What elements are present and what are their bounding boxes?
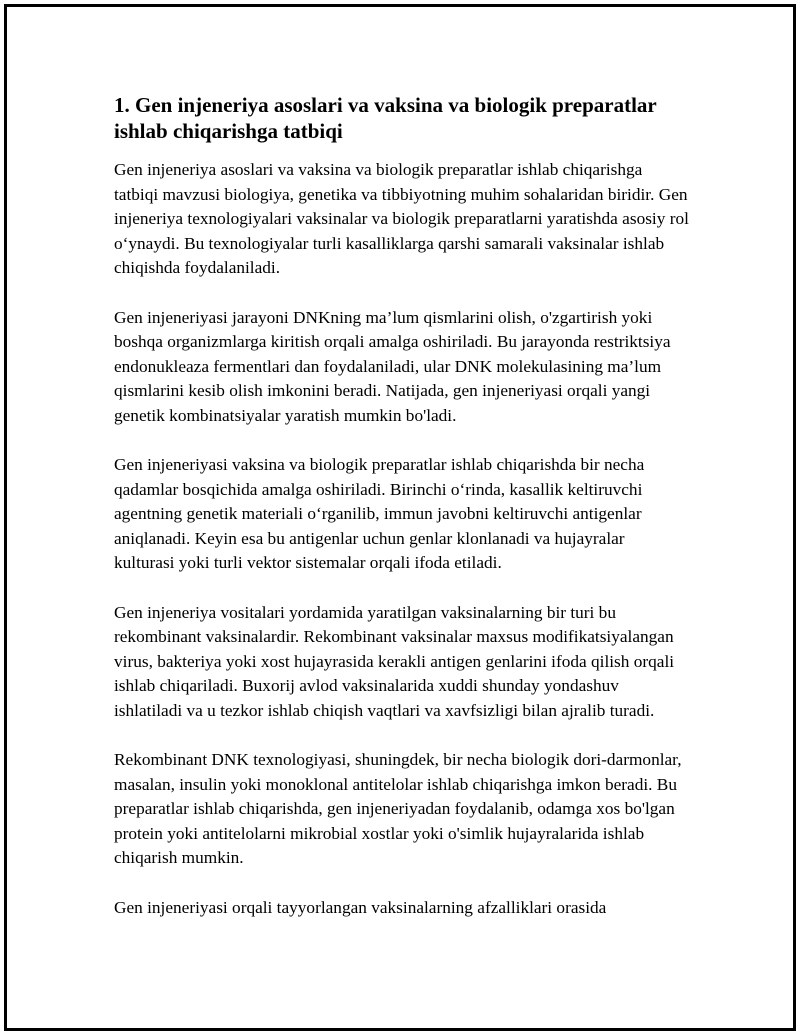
paragraph-recombinant-dna: Rekombinant DNK texnologiyasi, shuningdek, bir necha biologik dori-darmonlar, masalan, insulin yoki monoklonal antitelolar ishlab chiqarishga imkon beradi. Bu preparatlar ishlab chiqarishda, gen injeneriyadan foydalanib, odamga xos bo'lgan protein yoki antitelolarni mikrobial xostlar yoki o'simlik hujayralarida ishlab chiqarish mumkin.: [114, 750, 682, 867]
section-heading: 1. Gen injeneriya asoslari va vaksina va biologik preparatlar ishlab chiqarishga tatbiqi: [114, 93, 657, 143]
paragraph-intro: Gen injeneriya asoslari va vaksina va biologik preparatlar ishlab chiqarishga tatbiqi mavzusi biologiya, genetika va tibbiyotning muhim sohalaridan biridir. Gen injeneriya texnologiyalari vaksinalar va biologik preparatlarni yaratishda asosiy rol o‘ynaydi. Bu texnologiyalar turli kasalliklarga qarshi samarali vaksinalar ishlab chiqishda foydalaniladi.: [114, 160, 689, 277]
paragraph-advantages: Gen injeneriyasi orqali tayyorlangan vaksinalarning afzalliklari orasida: [114, 897, 607, 917]
paragraph-process: Gen injeneriyasi jarayoni DNKning ma’lum qismlarini olish, o'zgartirish yoki boshqa organizmlarga kiritish orqali amalga oshiriladi. Bu jarayonda restriktsiya endonukleaza fermentlari dan foydalaniladi, ular DNK molekulasining ma’lum qismlarini kesib olish imkonini beradi. Natijada, gen injeneriyasi orqali yangi genetik kombinatsiyalar yaratish mumkin bo'ladi.: [114, 307, 671, 425]
document-body: [114, 92, 689, 945]
paragraph-recombinant-vaccines: Gen injeneriya vositalari yordamida yaratilgan vaksinalarning bir turi bu rekombinant vaksinalardir. Rekombinant vaksinalar maxsus modifikatsiyalangan virus, bakteriya yoki xost hujayrasida kerakli antigen genlarini ifoda qilish orqali ishlab chiqariladi. Buxorij avlod vaksinalarida xuddi shunday yondashuv ishlatiladi va u tezkor ishlab chiqish vaqtlari va xavfsizligi bilan ajralib turadi.: [114, 602, 675, 720]
paragraph-production-steps: Gen injeneriyasi vaksina va biologik preparatlar ishlab chiqarishda bir necha qadamlar bosqichida amalga oshiriladi. Birinchi o‘rinda, kasallik keltiruvchi agentning genetik materiali o‘rganilib, immun javobni keltiruvchi antigenlar aniqlanadi. Keyin esa bu antigenlar uchun genlar klonlanadi va hujayralar kulturasi yoki turli vektor sistemalar orqali ifoda etiladi.: [114, 455, 645, 572]
